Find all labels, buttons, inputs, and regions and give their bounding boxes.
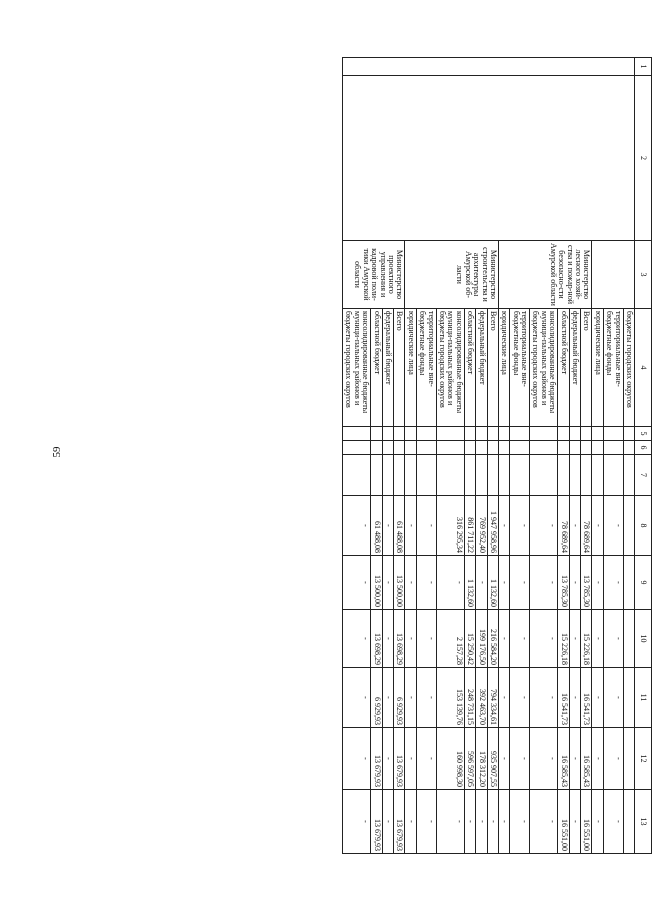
value-cell (487, 441, 498, 455)
value-cell (530, 455, 558, 496)
value-cell: 935 907,55 (487, 728, 498, 790)
value-cell: - (405, 790, 416, 854)
source-label-cell: областной бюджет (371, 309, 382, 427)
value-cell: 16 585,43 (558, 728, 569, 790)
value-cell: 13 698,29 (394, 610, 405, 668)
value-cell: - (382, 728, 393, 790)
column-header: 3 (635, 241, 652, 309)
column-header: 2 (635, 76, 652, 241)
value-cell: - (569, 556, 580, 610)
column-number-row (635, 58, 652, 854)
value-cell: - (498, 610, 509, 668)
source-label-cell: территориальные вне-бюджетные фонды (416, 309, 436, 427)
value-cell (623, 790, 634, 854)
value-cell (558, 441, 569, 455)
source-label-cell: областной бюджет (558, 309, 569, 427)
column-header: 12 (635, 728, 652, 790)
value-cell: 13 500,00 (394, 556, 405, 610)
value-cell: - (464, 790, 475, 854)
value-cell (569, 455, 580, 496)
value-cell: 15 250,42 (464, 610, 475, 668)
value-cell: 15 226,18 (581, 610, 592, 668)
value-cell: 16 551,00 (581, 790, 592, 854)
value-cell: 1 947 958,96 (487, 496, 498, 556)
value-cell: - (603, 668, 623, 728)
value-cell: - (592, 556, 603, 610)
value-cell: - (530, 556, 558, 610)
source-label-cell: консолидированные бюджеты муници-пальных районов и бюджеты городских округов (343, 309, 371, 427)
value-cell: 153 139,76 (436, 668, 464, 728)
value-cell: - (405, 556, 416, 610)
value-cell (623, 610, 634, 668)
value-cell (405, 455, 416, 496)
source-label-cell: Всего (487, 309, 498, 427)
source-label-cell: Всего (394, 309, 405, 427)
value-cell: 15 226,18 (558, 610, 569, 668)
value-cell: - (498, 728, 509, 790)
value-cell: 16 541,73 (581, 668, 592, 728)
value-cell: - (382, 496, 393, 556)
value-cell: - (592, 496, 603, 556)
value-cell: - (343, 668, 371, 728)
source-label-cell: территориальные вне-бюджетные фонды (510, 309, 530, 427)
value-cell (464, 441, 475, 455)
value-cell: - (343, 610, 371, 668)
value-cell: - (510, 610, 530, 668)
value-cell: 16 541,73 (558, 668, 569, 728)
value-cell: - (382, 610, 393, 668)
value-cell: - (416, 610, 436, 668)
value-cell: 13 679,93 (394, 790, 405, 854)
value-cell (498, 427, 509, 441)
value-cell: 13 679,93 (394, 728, 405, 790)
value-cell: - (416, 496, 436, 556)
value-cell: - (382, 790, 393, 854)
value-cell: - (569, 496, 580, 556)
value-cell: - (382, 556, 393, 610)
value-cell: - (603, 556, 623, 610)
column-header: 13 (635, 790, 652, 854)
value-cell: - (510, 556, 530, 610)
value-cell: 596 597,05 (464, 728, 475, 790)
value-cell: 316 295,34 (436, 496, 464, 556)
value-cell (592, 441, 603, 455)
value-cell: - (592, 610, 603, 668)
value-cell (581, 441, 592, 455)
table-row (623, 58, 634, 854)
value-cell (623, 496, 634, 556)
value-cell (371, 441, 382, 455)
value-cell (343, 441, 371, 455)
value-cell: - (603, 496, 623, 556)
value-cell (487, 427, 498, 441)
value-cell: 13 500,00 (371, 556, 382, 610)
value-cell (476, 455, 487, 496)
col2-cell (343, 76, 635, 241)
value-cell (530, 441, 558, 455)
value-cell: - (510, 668, 530, 728)
col1-cell (343, 58, 635, 76)
value-cell: - (569, 668, 580, 728)
value-cell: 78 689,64 (558, 496, 569, 556)
value-cell: 6 929,93 (394, 668, 405, 728)
source-label-cell: территориальные вне-бюджетные фонды (603, 309, 623, 427)
value-cell: - (569, 610, 580, 668)
value-cell: 13 679,93 (371, 790, 382, 854)
value-cell: 13 785,30 (558, 556, 569, 610)
value-cell: - (416, 728, 436, 790)
source-label-cell: консолидированные бюджеты муници-пальных районов и бюджеты городских округов (436, 309, 464, 427)
value-cell: 78 689,64 (581, 496, 592, 556)
value-cell (476, 441, 487, 455)
value-cell: - (592, 668, 603, 728)
source-label-cell: Всего (581, 309, 592, 427)
value-cell: 2 157,28 (436, 610, 464, 668)
value-cell (623, 668, 634, 728)
value-cell (436, 441, 464, 455)
value-cell: - (476, 790, 487, 854)
value-cell: - (530, 728, 558, 790)
value-cell: - (343, 728, 371, 790)
value-cell: 61 488,08 (394, 496, 405, 556)
value-cell: 199 176,50 (476, 610, 487, 668)
value-cell: 13 785,30 (581, 556, 592, 610)
value-cell: - (405, 610, 416, 668)
value-cell (510, 427, 530, 441)
value-cell: - (530, 668, 558, 728)
value-cell: - (530, 496, 558, 556)
ministry-cell (592, 241, 635, 309)
value-cell: - (416, 790, 436, 854)
value-cell: 1 132,60 (464, 556, 475, 610)
source-label-cell: федеральный бюджет (382, 309, 393, 427)
column-header: 11 (635, 668, 652, 728)
value-cell (371, 427, 382, 441)
value-cell: - (510, 790, 530, 854)
value-cell (510, 455, 530, 496)
source-label-cell: консолидированные бюджеты муници-пальных районов и бюджеты городских округов (530, 309, 558, 427)
value-cell: 392 463,70 (476, 668, 487, 728)
value-cell (603, 455, 623, 496)
value-cell: - (530, 610, 558, 668)
value-cell (603, 427, 623, 441)
page-number: 59 (51, 446, 63, 458)
value-cell: - (603, 610, 623, 668)
value-cell: - (498, 556, 509, 610)
column-header: 7 (635, 455, 652, 496)
value-cell (623, 728, 634, 790)
table-body (343, 58, 635, 854)
source-label-cell: бюджеты городских округов (623, 309, 634, 427)
value-cell: 794 334,61 (487, 668, 498, 728)
value-cell (343, 427, 371, 441)
value-cell: - (436, 790, 464, 854)
value-cell (436, 427, 464, 441)
value-cell (498, 455, 509, 496)
value-cell: 16 585,43 (581, 728, 592, 790)
value-cell: - (405, 728, 416, 790)
ministry-cell: Министерство строительства и архитектуры Амурской об-ласти (405, 241, 499, 309)
value-cell: - (603, 728, 623, 790)
value-cell (569, 441, 580, 455)
value-cell: - (592, 728, 603, 790)
source-label-cell: федеральный бюджет (476, 309, 487, 427)
value-cell (558, 455, 569, 496)
value-cell (623, 441, 634, 455)
value-cell: - (592, 790, 603, 854)
value-cell: 13 698,29 (371, 610, 382, 668)
value-cell (510, 441, 530, 455)
value-cell: - (343, 556, 371, 610)
value-cell: 216 584,20 (487, 610, 498, 668)
value-cell (382, 441, 393, 455)
value-cell (623, 455, 634, 496)
ministry-cell: Министерство проектного управления и кадровой поли-тики Амурской области (343, 241, 405, 309)
value-cell: 178 312,20 (476, 728, 487, 790)
value-cell: 16 551,00 (558, 790, 569, 854)
source-label-cell: областной бюджет (464, 309, 475, 427)
value-cell (569, 427, 580, 441)
value-cell: - (405, 496, 416, 556)
value-cell (623, 556, 634, 610)
budget-table (342, 57, 652, 854)
value-cell: - (569, 790, 580, 854)
value-cell: - (498, 496, 509, 556)
column-header: 10 (635, 610, 652, 668)
value-cell (623, 427, 634, 441)
value-cell: - (510, 496, 530, 556)
value-cell (343, 455, 371, 496)
column-header: 6 (635, 441, 652, 455)
rotated-budget-table (109, 57, 652, 853)
value-cell: - (343, 790, 371, 854)
value-cell (371, 455, 382, 496)
value-cell (581, 455, 592, 496)
value-cell: 248 731,15 (464, 668, 475, 728)
value-cell: - (498, 790, 509, 854)
value-cell (436, 455, 464, 496)
value-cell: - (343, 496, 371, 556)
source-label-cell: юридические лица (498, 309, 509, 427)
value-cell: - (569, 728, 580, 790)
value-cell (405, 441, 416, 455)
value-cell (464, 455, 475, 496)
source-label-cell: федеральный бюджет (569, 309, 580, 427)
source-label-cell: юридические лица (405, 309, 416, 427)
value-cell: - (416, 556, 436, 610)
value-cell: 6 929,93 (371, 668, 382, 728)
value-cell (592, 427, 603, 441)
value-cell (530, 427, 558, 441)
value-cell: - (436, 556, 464, 610)
value-cell: 160 998,30 (436, 728, 464, 790)
value-cell: - (405, 668, 416, 728)
value-cell (382, 427, 393, 441)
value-cell (487, 455, 498, 496)
value-cell: 861 711,22 (464, 496, 475, 556)
value-cell: 1 132,60 (487, 556, 498, 610)
value-cell (416, 455, 436, 496)
value-cell (416, 441, 436, 455)
value-cell (382, 455, 393, 496)
value-cell (558, 427, 569, 441)
value-cell: - (530, 790, 558, 854)
ministry-cell: Министерство лесного хозяй-ства и пожар-ной безопасно-сти Амурской области (498, 241, 592, 309)
column-header: 8 (635, 496, 652, 556)
value-cell (603, 441, 623, 455)
value-cell: - (510, 728, 530, 790)
column-header: 9 (635, 556, 652, 610)
value-cell (476, 427, 487, 441)
value-cell (394, 427, 405, 441)
value-cell: - (416, 668, 436, 728)
source-label-cell: юридические лица (592, 309, 603, 427)
value-cell: - (603, 790, 623, 854)
value-cell: - (382, 668, 393, 728)
value-cell (394, 455, 405, 496)
value-cell: 769 952,40 (476, 496, 487, 556)
value-cell (394, 441, 405, 455)
value-cell (592, 455, 603, 496)
value-cell (581, 427, 592, 441)
column-header: 5 (635, 427, 652, 441)
column-header: 4 (635, 309, 652, 427)
value-cell: - (498, 668, 509, 728)
value-cell: 61 488,08 (371, 496, 382, 556)
value-cell (416, 427, 436, 441)
value-cell: - (476, 556, 487, 610)
value-cell (498, 441, 509, 455)
value-cell: 13 679,93 (371, 728, 382, 790)
value-cell (405, 427, 416, 441)
value-cell: - (487, 790, 498, 854)
column-header: 1 (635, 58, 652, 76)
value-cell (464, 427, 475, 441)
